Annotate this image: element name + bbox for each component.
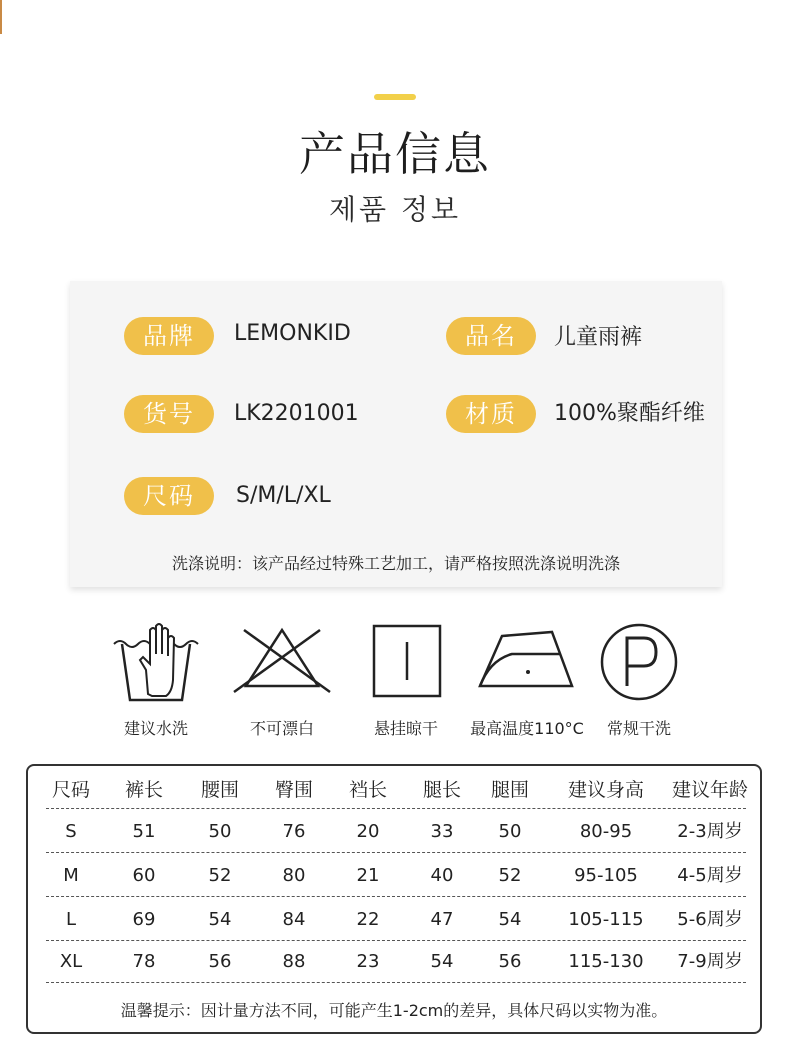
table-cell: 80 xyxy=(282,865,306,886)
brand-value: LEMONKID xyxy=(234,321,351,346)
hand-wash-icon xyxy=(110,620,202,704)
header-cell: 裆长 xyxy=(348,779,387,801)
table-cell: 33 xyxy=(430,821,454,842)
table-cell: 4-5周岁 xyxy=(677,865,743,886)
material-label: 材质 xyxy=(446,395,536,433)
table-cell: 84 xyxy=(282,909,306,930)
iron-icon xyxy=(472,620,584,704)
row-divider xyxy=(46,852,746,853)
title-accent-bar xyxy=(374,94,416,100)
care-label: 悬挂晾干 xyxy=(373,719,438,738)
table-cell: 52 xyxy=(208,865,232,886)
table-cell: 60 xyxy=(132,865,156,886)
table-cell: S xyxy=(65,821,77,842)
table-row xyxy=(46,810,746,854)
table-cell: 105-115 xyxy=(568,909,644,930)
name-label: 品名 xyxy=(446,317,536,355)
header-cell: 尺码 xyxy=(51,779,90,801)
table-cell: 7-9周岁 xyxy=(677,951,743,972)
table-cell: 22 xyxy=(356,909,380,930)
page-title: 产品信息 xyxy=(299,127,491,181)
table-cell: 115-130 xyxy=(568,951,644,972)
care-item-iron xyxy=(470,620,584,738)
care-label: 常规干洗 xyxy=(606,719,671,738)
header-cell: 建议年龄 xyxy=(671,779,748,801)
care-item-hand-wash xyxy=(101,620,211,738)
table-cell: 5-6周岁 xyxy=(677,909,743,930)
table-cell: 50 xyxy=(208,821,232,842)
sku-value: LK2201001 xyxy=(234,401,359,426)
table-cell: 50 xyxy=(498,821,522,842)
table-cell: 47 xyxy=(430,909,454,930)
header-cell: 裤长 xyxy=(124,779,163,801)
header-cell: 腰围 xyxy=(200,779,239,801)
dry-clean-icon xyxy=(584,620,694,704)
care-item-dry-clean xyxy=(584,620,694,738)
header-cell: 建议身高 xyxy=(567,779,644,801)
table-cell: 51 xyxy=(132,821,156,842)
size-value: S/M/L/XL xyxy=(236,483,331,508)
size-table-note: 温馨提示：因计量方法不同，可能产生1-2cm的差异，具体尺码以实物为准。 xyxy=(120,1001,668,1020)
table-cell: 88 xyxy=(282,951,306,972)
table-cell: L xyxy=(65,909,77,930)
table-cell: 56 xyxy=(208,951,232,972)
table-cell: 2-3周岁 xyxy=(677,821,743,842)
care-item-line-dry xyxy=(351,620,461,738)
care-label: 最高温度110°C xyxy=(470,719,584,738)
table-cell: 78 xyxy=(132,951,156,972)
table-cell: 54 xyxy=(208,909,232,930)
size-table xyxy=(26,764,762,1034)
table-cell: 56 xyxy=(498,951,522,972)
care-label: 建议水洗 xyxy=(123,719,188,738)
brand-label: 品牌 xyxy=(124,317,214,355)
table-cell: 20 xyxy=(356,821,380,842)
care-item-no-bleach xyxy=(227,620,337,738)
table-cell: XL xyxy=(59,951,83,972)
wash-note: 洗涤说明：该产品经过特殊工艺加工，请严格按照洗涤说明洗涤 xyxy=(171,554,620,573)
table-cell: 21 xyxy=(356,865,380,886)
row-divider xyxy=(46,982,746,983)
table-cell: 54 xyxy=(430,951,454,972)
table-cell: 80-95 xyxy=(579,821,633,842)
table-row xyxy=(46,898,746,942)
row-divider xyxy=(46,896,746,897)
table-cell: 40 xyxy=(430,865,454,886)
header-cell: 腿长 xyxy=(422,779,461,801)
material-value: 100%聚酯纤维 xyxy=(554,401,705,426)
table-cell: M xyxy=(63,865,79,886)
sku-label: 货号 xyxy=(124,395,214,433)
care-label: 不可漂白 xyxy=(249,719,314,738)
table-cell: 95-105 xyxy=(574,865,638,886)
corner-mark xyxy=(0,0,2,34)
table-cell: 69 xyxy=(132,909,156,930)
name-value: 儿童雨裤 xyxy=(554,325,643,350)
table-cell: 54 xyxy=(498,909,522,930)
page-subtitle: 제품 정보 xyxy=(328,193,462,226)
header-cell: 腿围 xyxy=(490,779,529,801)
table-cell: 23 xyxy=(356,951,380,972)
product-info-card xyxy=(70,281,722,587)
table-cell: 52 xyxy=(498,865,522,886)
row-divider xyxy=(46,808,746,809)
table-cell: 76 xyxy=(282,821,306,842)
size-label: 尺码 xyxy=(124,477,214,515)
header-cell: 臀围 xyxy=(274,779,313,801)
table-row xyxy=(46,940,746,984)
line-dry-icon xyxy=(354,620,458,704)
table-row xyxy=(46,854,746,898)
table-header-row xyxy=(46,768,746,812)
no-bleach-icon xyxy=(230,620,334,704)
